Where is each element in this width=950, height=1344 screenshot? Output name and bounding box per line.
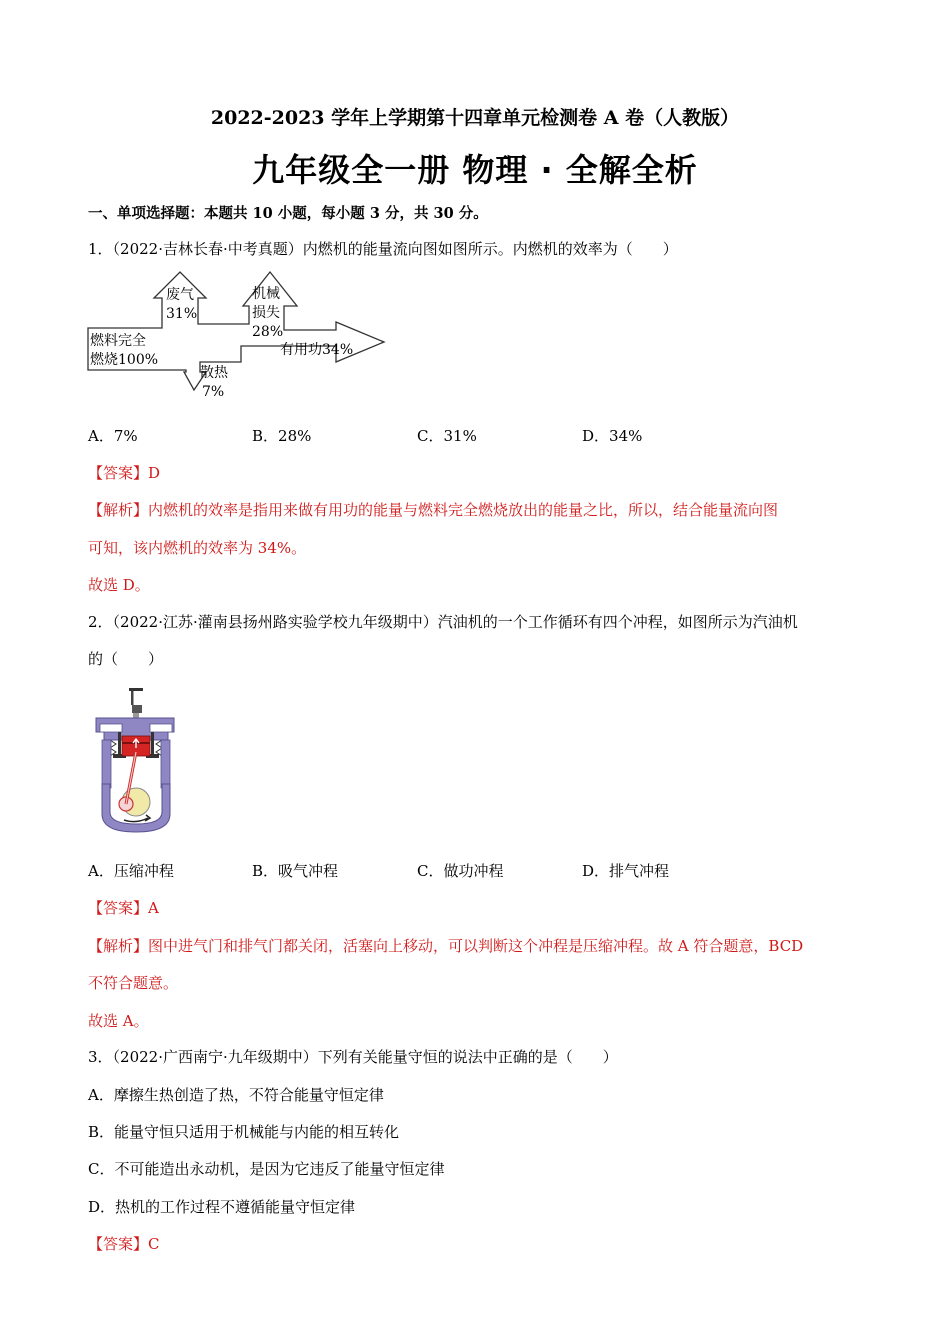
- energy-flow-diagram: [86, 266, 390, 408]
- q1-option-a[interactable]: A．7%: [88, 427, 138, 445]
- q2-analysis-line2: 不符合题意。: [88, 974, 179, 992]
- heat-label-1: 散热: [200, 365, 228, 381]
- section-heading: 一、单项选择题：本题共 10 小题，每小题 3 分，共 30 分。: [88, 205, 488, 222]
- analysis-text: 内燃机的效率是指用来做有用功的能量与燃料完全燃烧放出的能量之比，所以，结合能量流向图: [148, 501, 779, 519]
- answer-value: D: [148, 464, 161, 482]
- useful-work-label: 有用功34%: [280, 342, 354, 358]
- q1-option-d[interactable]: D．34%: [582, 427, 643, 445]
- q3-option-d[interactable]: D．热机的工作过程不遵循能量守恒定律: [88, 1198, 356, 1216]
- document-title: 2022-2023 学年上学期第十四章单元检测卷 A 卷（人教版）: [210, 107, 740, 129]
- q1-answer: [88, 462, 160, 483]
- input-label-1: 燃料完全: [90, 333, 146, 349]
- exhaust-label-1: 废气: [166, 287, 194, 303]
- answer-value: C: [148, 1235, 160, 1253]
- mech-loss-label-2: 损失: [252, 305, 280, 321]
- q2-option-b[interactable]: B．吸气冲程: [252, 862, 339, 880]
- q2-option-d[interactable]: D．排气冲程: [582, 862, 670, 880]
- heat-label-2: 7%: [202, 384, 225, 400]
- q3-option-a[interactable]: A．摩擦生热创造了热，不符合能量守恒定律: [88, 1086, 384, 1104]
- question-2-stem-line2: 的（ ）: [88, 650, 164, 668]
- q2-option-c[interactable]: C．做功冲程: [417, 862, 504, 880]
- mech-loss-label-3: 28%: [252, 324, 284, 340]
- analysis-tag: 【解析】: [88, 937, 149, 955]
- answer-tag: 【答案】: [88, 899, 149, 917]
- q1-analysis-line1: [88, 499, 778, 520]
- answer-tag: 【答案】: [88, 464, 149, 482]
- q2-answer: [88, 897, 159, 918]
- answer-tag: 【答案】: [88, 1235, 149, 1253]
- q2-analysis-line1: [88, 935, 803, 956]
- energy-flow-arrows: [88, 272, 384, 390]
- question-3-stem: 3．（2022·广西南宁·九年级期中）下列有关能量守恒的说法中正确的是（ ）: [88, 1048, 618, 1066]
- mech-loss-label-1: 机械: [252, 286, 280, 302]
- question-1-stem: 1．（2022·吉林长春·中考真题）内燃机的能量流向图如图所示。内燃机的效率为（ ）: [88, 240, 678, 258]
- q2-option-a[interactable]: A．压缩冲程: [88, 862, 174, 880]
- q1-conclusion: 故选 D。: [88, 576, 150, 594]
- q3-option-c[interactable]: C．不可能造出永动机，是因为它违反了能量守恒定律: [88, 1160, 445, 1178]
- q3-option-b[interactable]: B．能量守恒只适用于机械能与内能的相互转化: [88, 1123, 400, 1141]
- q1-option-c[interactable]: C．31%: [417, 427, 477, 445]
- q2-conclusion: 故选 A。: [88, 1012, 149, 1030]
- analysis-tag: 【解析】: [88, 501, 149, 519]
- analysis-text: 图中进气门和排气门都关闭，活塞向上移动，可以判断这个冲程是压缩冲程。故 A 符合题意，BCD: [148, 937, 804, 955]
- question-2-stem-line1: 2．（2022·江苏·灌南县扬州路实验学校九年级期中）汽油机的一个工作循环有四个冲程，如图所示为汽油机: [88, 613, 798, 631]
- exhaust-label-2: 31%: [166, 306, 198, 322]
- input-label-2: 燃烧100%: [90, 352, 159, 368]
- document-subtitle: 九年级全一册 物理 · 全解全析: [252, 151, 698, 189]
- q3-answer: [88, 1233, 160, 1254]
- q1-analysis-line2: 可知，该内燃机的效率为 34%。: [88, 539, 307, 557]
- q1-option-b[interactable]: B．28%: [252, 427, 312, 445]
- gasoline-engine-illustration: [88, 688, 184, 834]
- answer-value: A: [148, 899, 159, 917]
